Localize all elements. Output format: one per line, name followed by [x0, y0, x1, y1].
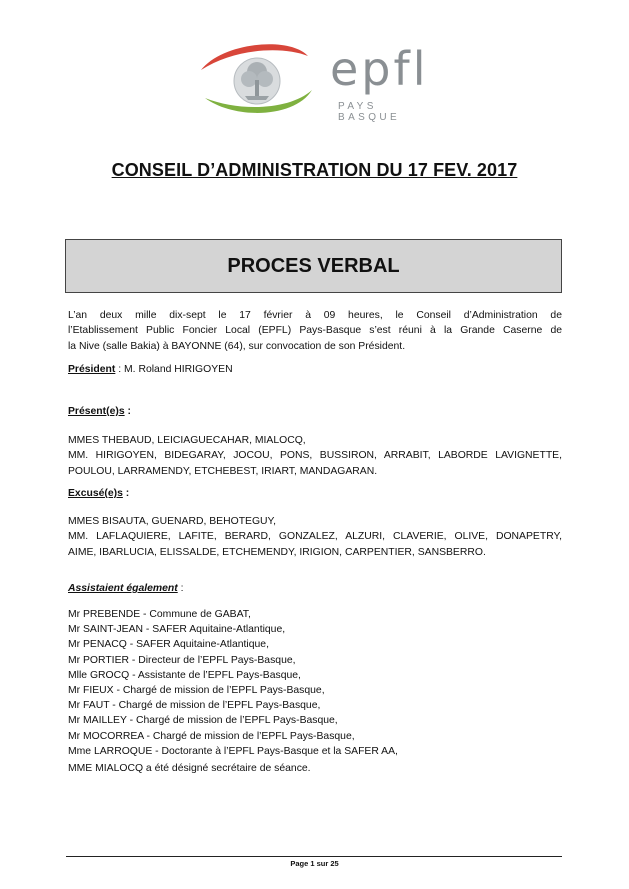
- logo-emblem-icon: [195, 40, 330, 120]
- banner-title: PROCES VERBAL: [227, 255, 400, 277]
- epfl-logo: [195, 40, 445, 123]
- page-title: CONSEIL D’ADMINISTRATION DU 17 FEV. 2017: [111, 160, 518, 180]
- list-item: AIME, IBARLUCIA, ELISSALDE, ETCHEMENDY, IRIGION, CARPENTIER, SANSBERRO.: [68, 546, 486, 558]
- excuses-heading: [68, 486, 562, 501]
- president-label: Président: [68, 364, 116, 375]
- list-item: MM. LAFLAQUIERE, LAFITE, BERARD, GONZALEZ, ALZURI, CLAVERIE, OLIVE, DONAPETRY,: [68, 531, 562, 543]
- list-item: MM. HIRIGOYEN, BIDEGARAY, JOCOU, PONS, BUSSIRON, ARRABIT, LABORDE LAVIGNETTE,: [68, 450, 562, 462]
- intro-line: la Nive (salle Bakia) à BAYONNE (64), sur convocation de son Président.: [68, 340, 406, 352]
- assistaient-list: [68, 607, 562, 759]
- logo-wordmark: epfl: [330, 42, 429, 96]
- list-item: Mme LARROQUE - Doctorante à l’EPFL Pays-Basque et la SAFER AA,: [68, 745, 398, 757]
- footer-divider: [66, 856, 562, 857]
- excuses-label: Excusé(e)s: [68, 488, 123, 499]
- list-item: Mr FAUT - Chargé de mission de l’EPFL Pays-Basque,: [68, 700, 321, 712]
- intro-line: l’Etablissement Public Foncier Local (EPFL) Pays-Basque s’est réuni à la Grande Caserne de: [68, 325, 562, 337]
- intro-line: L’an deux mille dix-sept le 17 février à 09 heures, le Conseil d’Administration de: [68, 310, 562, 321]
- list-item: MMES BISAUTA, GUENARD, BEHOTEGUY,: [68, 516, 277, 527]
- intro-paragraph: [68, 308, 562, 354]
- assistaient-label: Assistaient également: [68, 583, 178, 594]
- list-item: Mr SAINT-JEAN - SAFER Aquitaine-Atlantique,: [68, 624, 286, 636]
- presents-list: [68, 433, 562, 479]
- secretary-line: MME MIALOCQ a été désigné secrétaire de séance.: [68, 763, 311, 774]
- list-item: Mlle GROCQ - Assistante de l’EPFL Pays-Basque,: [68, 669, 301, 681]
- list-item: Mr MAILLEY - Chargé de mission de l’EPFL Pays-Basque,: [68, 715, 338, 727]
- excuses-list: [68, 514, 562, 560]
- excuses-colon: :: [122, 488, 130, 499]
- presents-label: Présent(e)s: [68, 406, 125, 417]
- list-item: Mr FIEUX - Chargé de mission de l’EPFL Pays-Basque,: [68, 685, 325, 697]
- president-value: : M. Roland HIRIGOYEN: [115, 364, 233, 375]
- list-item: POULOU, LARRAMENDY, ETCHEBEST, IRIART, MANDAGARAN.: [68, 465, 378, 477]
- list-item: Mr PORTIER - Directeur de l’EPFL Pays-Basque,: [68, 654, 296, 666]
- president-line: [68, 362, 562, 377]
- list-item: Mr PREBENDE - Commune de GABAT,: [68, 609, 251, 620]
- logo-subtitle: PAYS BASQUE: [338, 101, 401, 123]
- presents-colon: :: [124, 406, 131, 417]
- list-item: Mr PENACQ - SAFER Aquitaine-Atlantique,: [68, 639, 269, 651]
- assistaient-heading: [68, 581, 562, 596]
- page-number: Page 1 sur 25: [290, 859, 339, 868]
- proces-verbal-banner: [65, 239, 562, 293]
- assistaient-colon: :: [177, 583, 184, 594]
- list-item: MMES THEBAUD, LEICIAGUECAHAR, MIALOCQ,: [68, 435, 306, 446]
- presents-heading: [68, 404, 562, 419]
- list-item: Mr MOCORREA - Chargé de mission de l’EPFL Pays-Basque,: [68, 730, 355, 742]
